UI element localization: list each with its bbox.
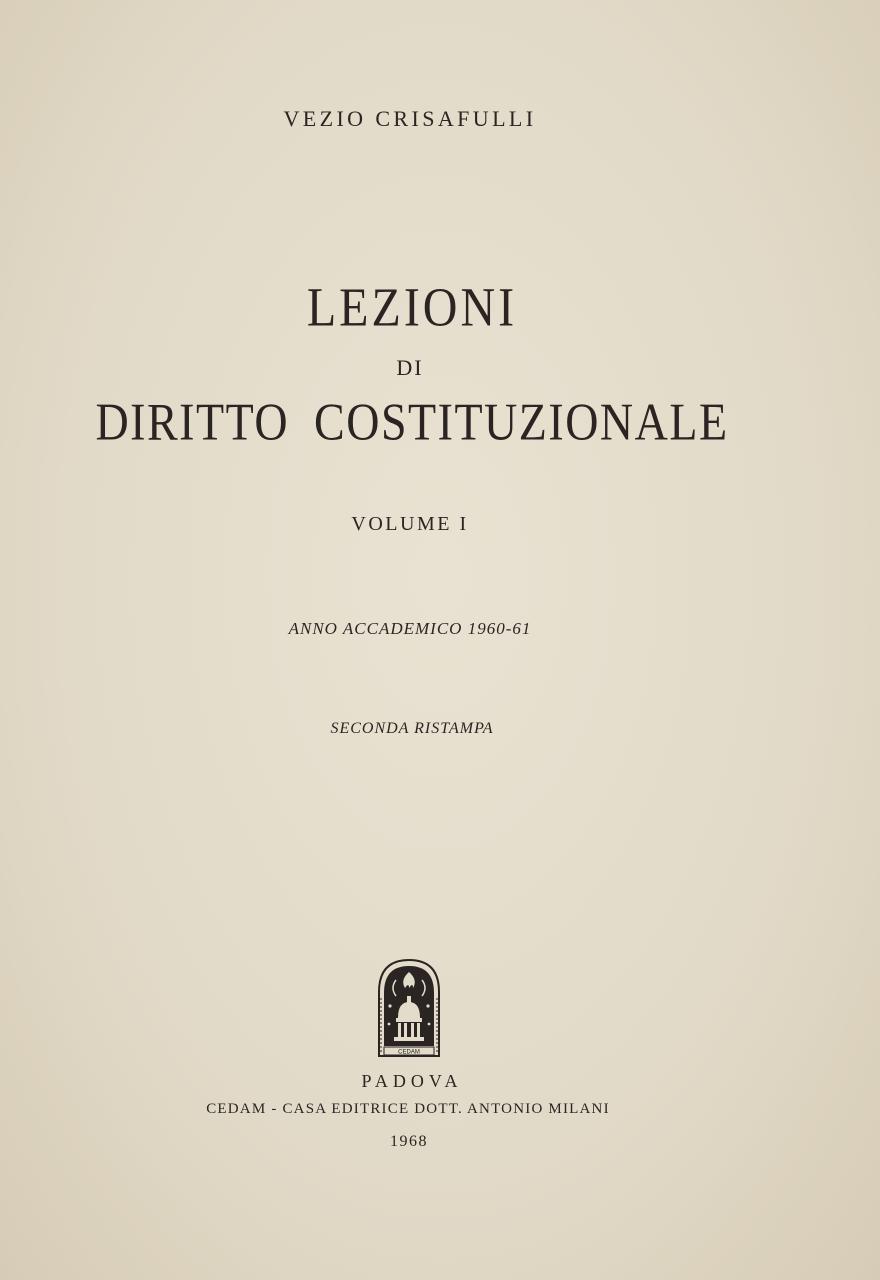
publisher-name: CEDAM - CASA EDITRICE DOTT. ANTONIO MILANI xyxy=(206,1101,610,1117)
publication-city: PADOVA xyxy=(361,1071,463,1091)
volume-label: VOLUME I xyxy=(351,513,469,535)
author-name: VEZIO CRISAFULLI xyxy=(283,106,537,131)
publisher-emblem-icon xyxy=(376,958,442,1058)
emblem-text: CEDAM xyxy=(398,1049,420,1056)
title-line-2: DI xyxy=(396,355,424,380)
reprint-label: SECONDA RISTAMPA xyxy=(330,720,494,737)
publication-year: 1968 xyxy=(390,1133,428,1150)
title-line-1: LEZIONI xyxy=(306,277,518,338)
academic-year: ANNO ACCADEMICO 1960-61 xyxy=(288,619,532,638)
title-line-3: DIRITTO COSTITUZIONALE xyxy=(95,392,729,451)
